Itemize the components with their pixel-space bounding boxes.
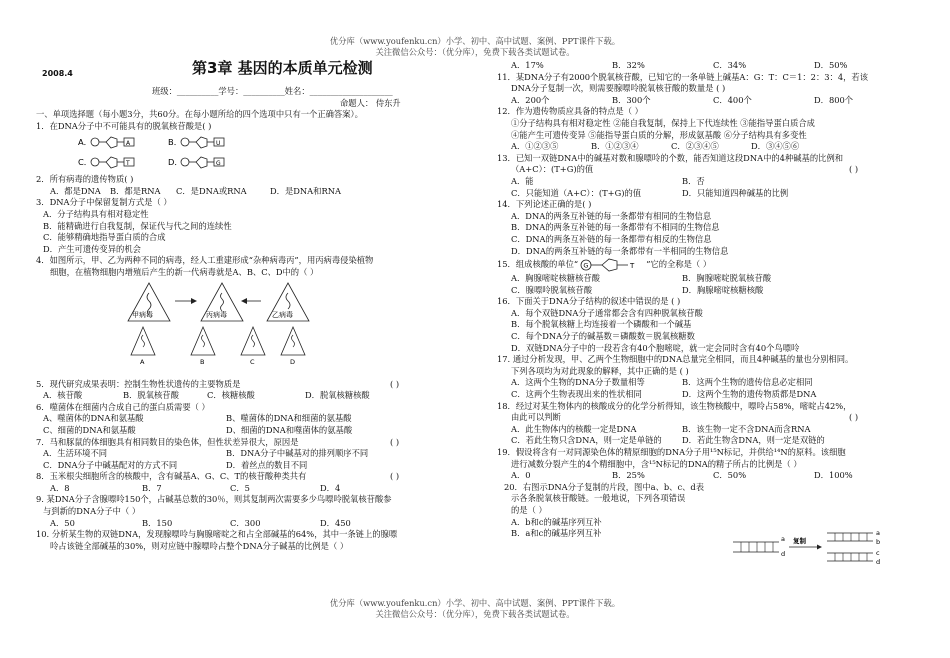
q7-option-c[interactable]: C．DNA分子中碱基配对的方式不同 — [43, 459, 178, 470]
q6-options-row-1 — [36, 413, 456, 425]
q9-option-b[interactable]: B．150 — [142, 517, 173, 528]
q13-stem-text: （A+C）：(T+G)的值 — [511, 164, 594, 175]
q16-stem: 16．下面关于DNA分子结构的叙述中错误的是 ( ) — [497, 296, 681, 307]
q18-option-a[interactable]: A．此生物体内的核酸一定是DNA — [511, 423, 637, 434]
q7-option-d[interactable]: D．着丝点的数目不同 — [226, 459, 308, 470]
q11-options — [497, 95, 917, 107]
q18-option-c[interactable]: C．若此生物只含DNA，则一定是单链的 — [511, 435, 662, 446]
q10-option-a[interactable]: A．17% — [511, 60, 544, 70]
strand-label: a — [876, 530, 880, 537]
q7-stem — [36, 437, 456, 449]
q13-stem-line-2 — [497, 164, 917, 176]
q14-option-b[interactable]: B．DNA的两条互补链的每一条都带有不相同的生物信息 — [511, 222, 720, 233]
q18-options-row-1 — [497, 424, 917, 436]
q4-choice-b[interactable] — [191, 327, 215, 365]
q12-stem: 12．作为遗传物质应具备的特点是（ ） — [497, 106, 643, 117]
q12-option-a[interactable]: A．①②③⑤ — [511, 141, 559, 152]
q10-option-c[interactable]: C．34% — [713, 60, 747, 70]
q19-option-c[interactable]: C．50% — [713, 470, 747, 481]
q5-option-a[interactable]: A．核苷酸 — [43, 390, 83, 401]
q1-opt-label: C． — [78, 157, 93, 168]
q9-options — [36, 518, 456, 530]
q19-stem-line-2: 进行减数分裂产生的4个精细胞中，含¹⁵N标记的DNA的精子所占的比例是（ ） — [511, 458, 802, 469]
q9-option-d[interactable]: D．450 — [320, 517, 351, 528]
q10-option-d[interactable]: D．50% — [814, 60, 848, 70]
q17-option-b[interactable]: B．这两个生物的遗传信息必定相同 — [682, 377, 813, 388]
q2-option-a[interactable]: A．都是DNA — [50, 185, 101, 196]
left-column — [36, 109, 456, 552]
q8-option-a[interactable]: A．8 — [50, 482, 70, 493]
q1-option-d[interactable] — [168, 157, 224, 168]
q1-opt-label: B． — [168, 137, 182, 148]
q16-option-c[interactable]: C．每个DNA分子的碱基数＝磷酸数＝脱氧核糖数 — [511, 331, 695, 342]
q13-options-row-1 — [497, 176, 917, 188]
q9-stem-line-1: 9. 某DNA分子含腺嘌呤150个，占碱基总数的30％，则其复制两次需要多少鸟嘌呤脱氧核苷酸参 — [36, 494, 392, 505]
q1-option-c[interactable] — [78, 157, 134, 168]
q15-option-b[interactable]: B．胸腺嘧啶脱氧核苷酸 — [682, 273, 772, 284]
student-info-line: 班级：__________学号：__________姓名：____________________ — [152, 86, 393, 96]
q19-option-d[interactable]: D．100% — [814, 470, 853, 481]
q8-stem-text: 8．玉米根尖细胞所含的核酸中，含有碱基A、G、C、T的核苷酸种类共有 — [36, 471, 307, 482]
page-title: 第3章 基因的本质单元检测 — [192, 59, 373, 77]
q14-option-a[interactable]: A．DNA的两条互补链的每一条都带有相同的生物信息 — [511, 210, 712, 221]
q15-nucleotide-icon — [578, 257, 646, 273]
strand-label: d — [876, 558, 881, 566]
virus-yi-triangle — [267, 283, 309, 321]
q7-option-a[interactable]: A．生活环境不同 — [43, 448, 108, 459]
footer-line-1: 优分库（www.youfenku.cn）小学、初中、高中试题、案例、PPT课件下载。 — [329, 598, 621, 608]
q19-option-a[interactable]: A．0 — [511, 470, 531, 481]
author-line: 命题人： 侍东升 — [340, 98, 401, 108]
q1-opt-label: A． — [78, 137, 92, 148]
q5-option-c[interactable]: C．核糖核酸 — [207, 390, 255, 401]
q7-options-row-1 — [36, 448, 456, 460]
q4-choice-c[interactable] — [241, 327, 265, 365]
q15-stem — [497, 257, 917, 273]
q13-stem-line-1: 13．已知一双链DNA中的碱基对数和腺嘌呤的个数，能否知道这段DNA中的4种碱基的比例和 — [497, 152, 844, 163]
q1-option-b[interactable] — [168, 137, 224, 148]
q4-choice-a[interactable] — [131, 327, 155, 365]
q6-stem: 6．噬菌体在细菌内合成自己的蛋白质需要（ ） — [36, 401, 210, 412]
q13-option-c[interactable]: C．只能知道（A+C）：(T+G)的值 — [511, 187, 642, 198]
q8-answer-paren[interactable]: ( ) — [390, 471, 400, 482]
q6-options-row-2 — [36, 425, 456, 437]
q14-option-d[interactable]: D．DNA的两条互补链的每一条都带有一半相同的生物信息 — [511, 245, 729, 256]
virus-label: 甲病毒 — [132, 310, 153, 319]
q1-opt-label: D． — [168, 157, 183, 168]
q1-base: A — [126, 140, 131, 148]
q8-stem — [36, 471, 456, 483]
q18-option-d[interactable]: D．若此生物含DNA，则一定是双链的 — [682, 435, 825, 446]
q4-choice-d[interactable] — [281, 327, 305, 365]
q8-option-b[interactable]: B．7 — [142, 482, 162, 493]
q18-stem-line-2 — [497, 412, 917, 424]
q16-option-a[interactable]: A．每个双链DNA分子通常都会含有四种脱氧核苷酸 — [511, 307, 703, 318]
q5-stem-text: 5．现代研究成果表明：控制生物性状遗传的主要物质是 — [36, 378, 241, 389]
q12-options — [497, 141, 917, 153]
q17-options-row-1 — [497, 377, 917, 389]
q13-option-a[interactable]: A．能 — [511, 175, 534, 186]
q2-option-d[interactable]: D．是DNA和RNA — [270, 185, 341, 196]
q11-option-b[interactable]: B．300个 — [612, 94, 651, 105]
q11-stem-line-1: 11．某DNA分子有2000个脱氧核苷酸，已知它的一条单链上碱基A：G：T：C＝1：2：3：4，若该 — [497, 71, 868, 82]
q3-option-a[interactable]: A．分子结构具有相对稳定性 — [43, 208, 149, 219]
q5-answer-paren[interactable]: ( ) — [390, 378, 400, 389]
q3-option-c[interactable]: C．能够精确地指导蛋白质的合成 — [43, 232, 166, 243]
q7-answer-paren[interactable]: ( ) — [390, 436, 400, 447]
q15-options-row-2 — [497, 285, 917, 297]
q18-stem-line-1: 18．经过对某生物体内的核酸成分的化学分析得知，该生物核酸中，嘌呤占58%，嘧啶占42%， — [497, 400, 852, 411]
q14-stem: 14．下列论述正确的是( ) — [497, 199, 592, 210]
right-column — [497, 60, 917, 566]
q18-options-row-2 — [497, 435, 917, 447]
q4-stem-line-2: 细胞，在植物细胞内增殖后产生的新一代病毒就是A、B、C、D中的（ ） — [50, 266, 319, 277]
q20-stem-line-2: 示各条脱氧核苷酸链。一般地说，下列各项错误 — [511, 493, 686, 504]
q12-option-c[interactable]: C．②③④⑤ — [671, 141, 719, 152]
q12-statements-2: ④能产生可遗传变异 ⑤能指导蛋白质的分解，形成氨基酸 ⑥分子结构具有多变性 — [511, 129, 807, 140]
strand-label: d — [781, 550, 786, 558]
q20-replication-figure — [733, 530, 883, 580]
q4-choice-label: C — [250, 357, 255, 365]
q7-option-b[interactable]: B．DNA分子中碱基对的排列顺序不同 — [226, 448, 369, 459]
q3-stem: 3．DNA分子中保留复制方式是（ ） — [36, 197, 172, 208]
q18-option-b[interactable]: B．该生物一定不含DNA而含RNA — [682, 423, 811, 434]
q13-answer-paren[interactable]: ( ) — [849, 164, 859, 175]
right-ladders — [827, 530, 880, 566]
q9-stem-line-2: 与到新的DNA分子中（ ） — [43, 506, 141, 517]
q20-stem-line-3: 的是（ ） — [511, 504, 547, 515]
q15-option-a[interactable]: A．胸腺嘧啶核糖核苷酸 — [511, 273, 600, 284]
q12-statements-1: ①分子结构具有相对稳定性 ②能自我复制，保持上下代连续性 ③能指导蛋白质合成 — [511, 117, 815, 128]
q16-option-b[interactable]: B．每个脱氧核糖上均连接着一个磷酸和一个碱基 — [511, 319, 692, 330]
q15-stem-pre: 15．组成核酸的单位“ — [497, 259, 579, 270]
q19-option-b[interactable]: B．25% — [612, 470, 645, 481]
strand-label: b — [876, 538, 881, 546]
q16-option-d[interactable]: D．双链DNA分子中的一段若含有40个胞嘧啶，就一定会同时含有40个鸟嘌呤 — [511, 342, 800, 353]
q4-choice-label: A — [140, 357, 145, 365]
q8-option-c[interactable]: C．5 — [230, 482, 250, 493]
q1-base: U — [216, 140, 221, 148]
q5-option-b[interactable]: B．脱氧核苷酸 — [123, 390, 179, 401]
q12-option-d[interactable]: D．③④⑤⑥ — [751, 141, 800, 152]
header-line-2: 关注微信公众号：（优分库），免费下载各类试题试卷。 — [375, 47, 575, 57]
q12-option-b[interactable]: B．①②③④ — [591, 141, 639, 152]
q4-virus-figure — [36, 279, 456, 365]
q11-stem-line-2: DNA分子复制一次，则需要腺嘌呤脱氧核苷酸的数量是 ( ) — [511, 83, 726, 94]
q1-option-a[interactable] — [78, 137, 134, 148]
q15-option-d[interactable]: D．胸腺嘧啶核糖核酸 — [682, 284, 764, 295]
virus-label: 丙病毒 — [206, 310, 227, 319]
q10-option-b[interactable]: B．32% — [612, 60, 645, 70]
q2-options — [36, 186, 456, 198]
q4-choice-label: D — [290, 357, 296, 365]
q6-option-a[interactable]: A、噬菌体的DNA和氨基酸 — [43, 413, 144, 424]
q10-options — [497, 60, 917, 72]
q17-option-d[interactable]: D．这两个生物的遗传物质都是DNA — [682, 389, 817, 400]
strand-label: a — [781, 535, 785, 543]
q1-stem: 1．在DNA分子中不可能具有的脱氧核苷酸是( ) — [36, 120, 212, 131]
q10-stem-line-1: 10. 分析某生物的双链DNA，发现腺嘌呤与胸腺嘧啶之和占全部碱基的64%，其中一条链上的腺嘌 — [36, 529, 398, 540]
virus-bing-triangle — [201, 283, 243, 321]
footer-line-2: 关注微信公众号：（优分库），免费下载各类试题试卷。 — [375, 609, 575, 619]
q4-choice-label: B — [200, 357, 205, 365]
instructions: 一、单项选择题（每小题3分，共60分。在每小题所给的四个选项中只有一个正确答案）。 — [36, 109, 363, 119]
q14-option-c[interactable]: C．DNA的两条互补链的每一条都带有相反的生物信息 — [511, 233, 712, 244]
q2-option-c[interactable]: C．是DNA或RNA — [176, 185, 247, 196]
q3-option-b[interactable]: B．能精确进行自我复制，保证代与代之间的连续性 — [43, 220, 232, 231]
q19-stem-line-1: 19．假设将含有一对同源染色体的精原细胞的DNA分子用¹⁵N标记，并供给¹⁴N的原料。该细胞 — [497, 447, 846, 457]
q6-option-b[interactable]: B、噬菌体的DNA和细菌的氨基酸 — [226, 413, 352, 424]
q9-option-c[interactable]: C．300 — [230, 517, 261, 528]
q1-nucleotide-figure — [36, 132, 456, 172]
header-line-1: 优分库（www.youfenku.cn）小学、初中、高中试题、案例、PPT课件下载。 — [329, 36, 621, 46]
q13-options-row-2 — [497, 188, 917, 200]
q5-option-d[interactable]: D．脱氧核糖核酸 — [305, 390, 370, 401]
q15-stem-post: ”它的全称是（ ） — [646, 259, 712, 270]
q11-option-d[interactable]: D．800个 — [814, 94, 854, 105]
q9-option-a[interactable]: A．50 — [50, 517, 75, 528]
q6-option-c[interactable]: C、细菌的DNA和氨基酸 — [43, 424, 136, 435]
q11-option-a[interactable]: A．200个 — [511, 94, 550, 105]
q2-stem: 2．所有病毒的遗传物质( ) — [36, 174, 134, 185]
virus-jia-triangle — [128, 283, 170, 321]
q1-base: T — [126, 160, 130, 168]
q15-options-row-1 — [497, 273, 917, 285]
replication-label: 复制 — [793, 537, 806, 545]
q1-base: G — [216, 160, 221, 168]
q15-phosphate-label: G — [583, 261, 589, 270]
q19-options — [497, 470, 917, 482]
q2-option-b[interactable]: B．都是RNA — [110, 185, 161, 196]
q20-option-b[interactable]: B．a和c的碱基序列互补 — [511, 528, 602, 539]
q17-options-row-2 — [497, 389, 917, 401]
q5-options — [36, 390, 456, 402]
q13-option-d[interactable]: D．只能知道四种碱基的比例 — [682, 187, 789, 198]
q8-options — [36, 483, 456, 495]
q3-option-d[interactable]: D．产生可遗传变异的机会 — [43, 243, 141, 254]
q10-stem-line-2: 呤占该链全部碱基的30%，则对应链中腺嘌呤占整个DNA分子碱基的比例是（ ） — [50, 540, 349, 551]
q20-option-a[interactable]: A．b和c的碱基序列互补 — [511, 516, 602, 527]
date: 2008.4 — [42, 69, 73, 78]
q17-stem-line-2: 下列各项均为对此现象的解释，其中正确的是 ( ) — [511, 365, 689, 376]
q15-base-label: T — [630, 262, 635, 271]
q18-answer-paren[interactable]: ( ) — [849, 412, 859, 423]
q4-stem-line-1: 4．如图所示，甲、乙为两种不同的病毒，经人工重建形成“杂种病毒丙”，用丙病毒侵染植物 — [36, 255, 374, 266]
q6-option-d[interactable]: D、细菌的DNA和噬菌体的氨基酸 — [226, 424, 353, 435]
q17-option-c[interactable]: C．这两个生物表现出来的性状相同 — [511, 389, 642, 400]
q11-option-c[interactable]: C．400个 — [713, 94, 752, 105]
q5-stem — [36, 379, 456, 391]
q7-options-row-2 — [36, 460, 456, 472]
q18-stem-text: 由此可以判断 — [511, 412, 561, 423]
virus-label: 乙病毒 — [272, 310, 293, 319]
q13-option-b[interactable]: B．否 — [682, 175, 705, 186]
q7-stem-text: 7．马和豚鼠的体细胞具有相同数目的染色体，但性状差异很大，原因是 — [36, 436, 299, 447]
q20-stem-line-1: 20．右图示DNA分子复制的片段，图中a、b、c、d表 — [504, 481, 705, 492]
q8-option-d[interactable]: D．4 — [320, 482, 341, 493]
strand-label: c — [876, 549, 880, 557]
left-ladder — [733, 535, 785, 558]
q17-stem-line-1: 17. 通过分析发现，甲、乙两个生物细胞中的DNA总量完全相同，而且4种碱基的量也分别相同。 — [497, 354, 854, 365]
q15-option-c[interactable]: C．腺嘌呤脱氧核苷酸 — [511, 284, 593, 295]
q17-option-a[interactable]: A．这两个生物的DNA分子数量相等 — [511, 377, 645, 388]
